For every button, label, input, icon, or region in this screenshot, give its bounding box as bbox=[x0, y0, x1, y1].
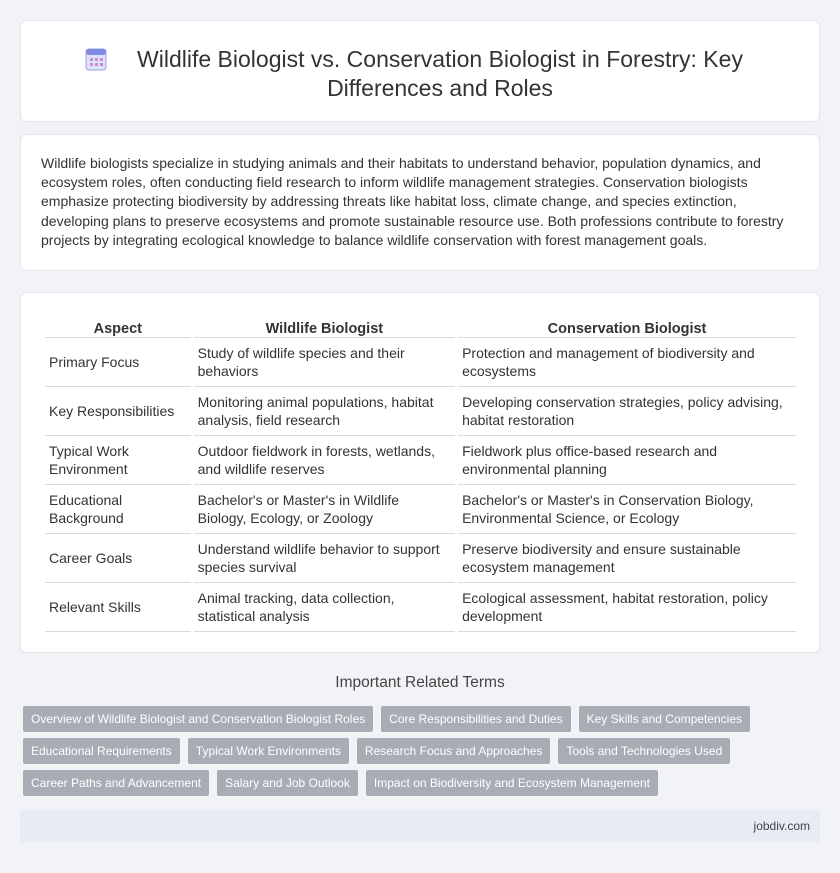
row-aspect: Typical Work Environment bbox=[45, 436, 191, 485]
related-term-tag[interactable]: Educational Requirements bbox=[23, 738, 180, 764]
footer-site-link[interactable]: jobdiv.com bbox=[753, 819, 810, 833]
related-term-tag[interactable]: Research Focus and Approaches bbox=[357, 738, 550, 764]
footer-bar bbox=[20, 810, 820, 842]
row-wildlife: Monitoring animal populations, habitat analysis, field research bbox=[194, 387, 455, 436]
row-conservation: Protection and management of biodiversity and ecosystems bbox=[458, 338, 796, 387]
row-aspect: Educational Background bbox=[45, 485, 191, 534]
related-term-tag[interactable]: Typical Work Environments bbox=[188, 738, 349, 764]
related-term-tag[interactable]: Career Paths and Advancement bbox=[23, 770, 209, 796]
related-terms-tags bbox=[23, 706, 823, 802]
related-term-tag[interactable]: Core Responsibilities and Duties bbox=[381, 706, 570, 732]
table-row bbox=[45, 534, 796, 583]
table-row bbox=[45, 436, 796, 485]
comparison-card bbox=[20, 292, 820, 653]
tag-row bbox=[23, 738, 823, 764]
row-aspect: Primary Focus bbox=[45, 338, 191, 387]
intro-card bbox=[20, 134, 820, 271]
related-term-tag[interactable]: Tools and Technologies Used bbox=[558, 738, 730, 764]
row-conservation: Fieldwork plus office-based research and environmental planning bbox=[458, 436, 796, 485]
related-term-tag[interactable]: Key Skills and Competencies bbox=[579, 706, 750, 732]
header-aspect: Aspect bbox=[45, 316, 191, 338]
table-header-row bbox=[45, 316, 796, 338]
row-wildlife: Animal tracking, data collection, statistical analysis bbox=[194, 583, 455, 632]
intro-paragraph: Wildlife biologists specialize in studying animals and their habitats to understand behavior, population dynamics, and ecosystem roles, often conducting field research to inform wildlife management strategies. Conservation biologists emphasize protecting biodiversity by addressing threats like habitat loss, climate change, and species extinction, developing plans to preserve ecosystems and promote sustainable resource use. Both professions contribute to forestry projects by integrating ecological knowledge to balance wildlife conservation with forest management goals. bbox=[41, 155, 784, 248]
row-conservation: Preserve biodiversity and ensure sustainable ecosystem management bbox=[458, 534, 796, 583]
row-wildlife: Study of wildlife species and their behaviors bbox=[194, 338, 455, 387]
row-conservation: Developing conservation strategies, policy advising, habitat restoration bbox=[458, 387, 796, 436]
row-wildlife: Understand wildlife behavior to support species survival bbox=[194, 534, 455, 583]
header-conservation-biologist: Conservation Biologist bbox=[458, 316, 796, 338]
tag-row bbox=[23, 770, 823, 796]
row-conservation: Bachelor's or Master's in Conservation Biology, Environmental Science, or Ecology bbox=[458, 485, 796, 534]
row-wildlife: Bachelor's or Master's in Wildlife Biology, Ecology, or Zoology bbox=[194, 485, 455, 534]
related-term-tag[interactable]: Overview of Wildlife Biologist and Conservation Biologist Roles bbox=[23, 706, 373, 732]
page-title: Wildlife Biologist vs. Conservation Biologist in Forestry: Key Differences and Roles bbox=[137, 46, 743, 101]
row-aspect: Relevant Skills bbox=[45, 583, 191, 632]
related-term-tag[interactable]: Impact on Biodiversity and Ecosystem Management bbox=[366, 770, 658, 796]
tag-row bbox=[23, 706, 823, 732]
table-row bbox=[45, 485, 796, 534]
table-row bbox=[45, 583, 796, 632]
row-aspect: Key Responsibilities bbox=[45, 387, 191, 436]
comparison-table bbox=[42, 316, 799, 632]
related-terms-title: Important Related Terms bbox=[335, 674, 505, 691]
header-card bbox=[20, 20, 820, 122]
related-term-tag[interactable]: Salary and Job Outlook bbox=[217, 770, 358, 796]
header-wildlife-biologist: Wildlife Biologist bbox=[194, 316, 455, 338]
table-row bbox=[45, 387, 796, 436]
row-aspect: Career Goals bbox=[45, 534, 191, 583]
row-wildlife: Outdoor fieldwork in forests, wetlands, and wildlife reserves bbox=[194, 436, 455, 485]
table-row bbox=[45, 338, 796, 387]
row-conservation: Ecological assessment, habitat restoration, policy development bbox=[458, 583, 796, 632]
